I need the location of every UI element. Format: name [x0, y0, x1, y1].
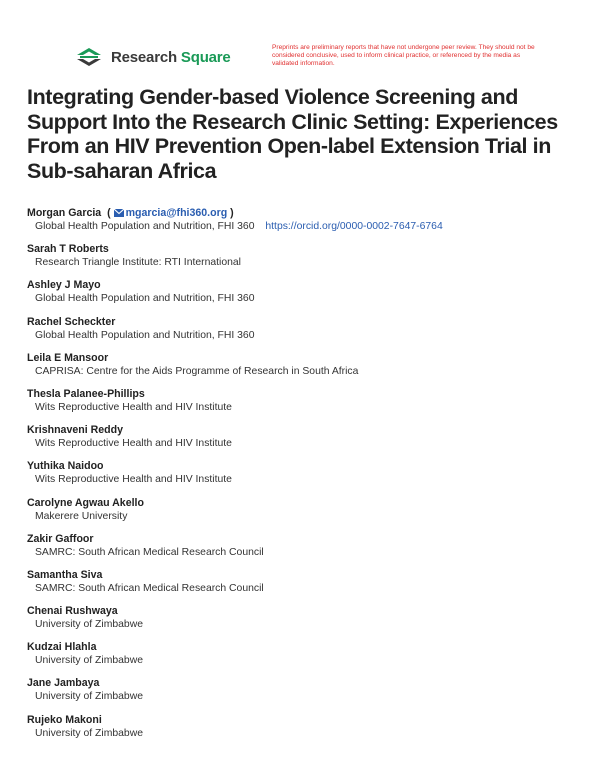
author-name: Chenai Rushwaya: [27, 605, 118, 618]
author-name: Sarah T Roberts: [27, 243, 109, 256]
author-entry: [27, 604, 577, 640]
author-name: Kudzai Hlahla: [27, 641, 97, 654]
author-entry: [27, 423, 577, 459]
author-affiliation: SAMRC: South African Medical Research Council: [35, 546, 264, 558]
author-affiliation: Makerere University: [35, 510, 128, 522]
author-name: Leila E Mansoor: [27, 351, 109, 364]
logo-word-research: Research: [111, 48, 177, 66]
author-affiliation: CAPRISA: Centre for the Aids Programme of Research in South Africa: [35, 365, 359, 377]
envelope-icon: [114, 209, 124, 217]
author-affiliation: Global Health Population and Nutrition, FHI 360: [35, 293, 255, 305]
author-name: Samantha Siva: [27, 568, 103, 581]
author-affiliation: University of Zimbabwe: [35, 691, 143, 703]
author-entry: [27, 496, 577, 532]
author-name: Morgan Garcia: [27, 207, 102, 219]
preprint-notice: Preprints are preliminary reports that have not undergone peer review. They should not be considered conclusive, used to inform clinical practice, or referenced by the media as validated information.: [272, 44, 535, 68]
page-title: Integrating Gender-based Violence Screening and Support Into the Research Clinic Setting: Experiences From an HIV Prevention Open-label Extension Trial in Sub-saharan Africa: [27, 85, 558, 183]
author-name: Krishnaveni Reddy: [27, 424, 123, 437]
author-entry: [27, 459, 577, 495]
author-affiliation: Global Health Population and Nutrition, FHI 360: [35, 221, 255, 232]
research-square-logo[interactable]: [75, 46, 231, 68]
author-affiliation: SAMRC: South African Medical Research Council: [35, 582, 264, 594]
author-list: [27, 206, 577, 749]
email-paren-open: (: [107, 207, 111, 219]
author-affiliation: University of Zimbabwe: [35, 655, 143, 667]
author-name: Zakir Gaffoor: [27, 532, 94, 545]
author-name: Yuthika Naidoo: [27, 460, 104, 473]
logo-text: [111, 49, 231, 66]
email-link[interactable]: [114, 207, 228, 219]
author-entry: [27, 242, 577, 278]
author-affiliation: Wits Reproductive Health and HIV Institute: [35, 438, 232, 450]
author-entry: [27, 676, 577, 712]
author-name: Rachel Scheckter: [27, 315, 116, 328]
author-entry: [27, 532, 577, 568]
email-address: mgarcia@fhi360.org: [125, 207, 228, 219]
author-entry: [27, 278, 577, 314]
author-entry: [27, 387, 577, 423]
author-name: Thesla Palanee-Phillips: [27, 387, 145, 400]
author-entry: [27, 640, 577, 676]
author-entry: [27, 315, 577, 351]
orcid-link[interactable]: https://orcid.org/0000-0002-7647-6764: [265, 221, 443, 232]
author-affiliation: Wits Reproductive Health and HIV Institute: [35, 401, 232, 413]
author-affiliation: University of Zimbabwe: [35, 727, 143, 739]
logo-word-square: Square: [180, 48, 231, 66]
author-affiliation: University of Zimbabwe: [35, 619, 143, 631]
author-entry: [27, 713, 577, 749]
author-corresponding: [27, 206, 577, 242]
research-square-logo-icon: [75, 46, 103, 68]
author-entry: [27, 351, 577, 387]
header: [75, 44, 535, 78]
author-name: Rujeko Makoni: [27, 713, 102, 726]
author-name: Jane Jambaya: [27, 677, 100, 690]
author-name: Carolyne Agwau Akello: [27, 496, 144, 509]
author-affiliation: Wits Reproductive Health and HIV Institute: [35, 474, 232, 486]
author-affiliation: Research Triangle Institute: RTI International: [35, 257, 241, 269]
email-paren-close: ): [230, 207, 234, 219]
author-affiliation: Global Health Population and Nutrition, FHI 360: [35, 329, 255, 341]
author-name: Ashley J Mayo: [27, 279, 101, 292]
author-entry: [27, 568, 577, 604]
